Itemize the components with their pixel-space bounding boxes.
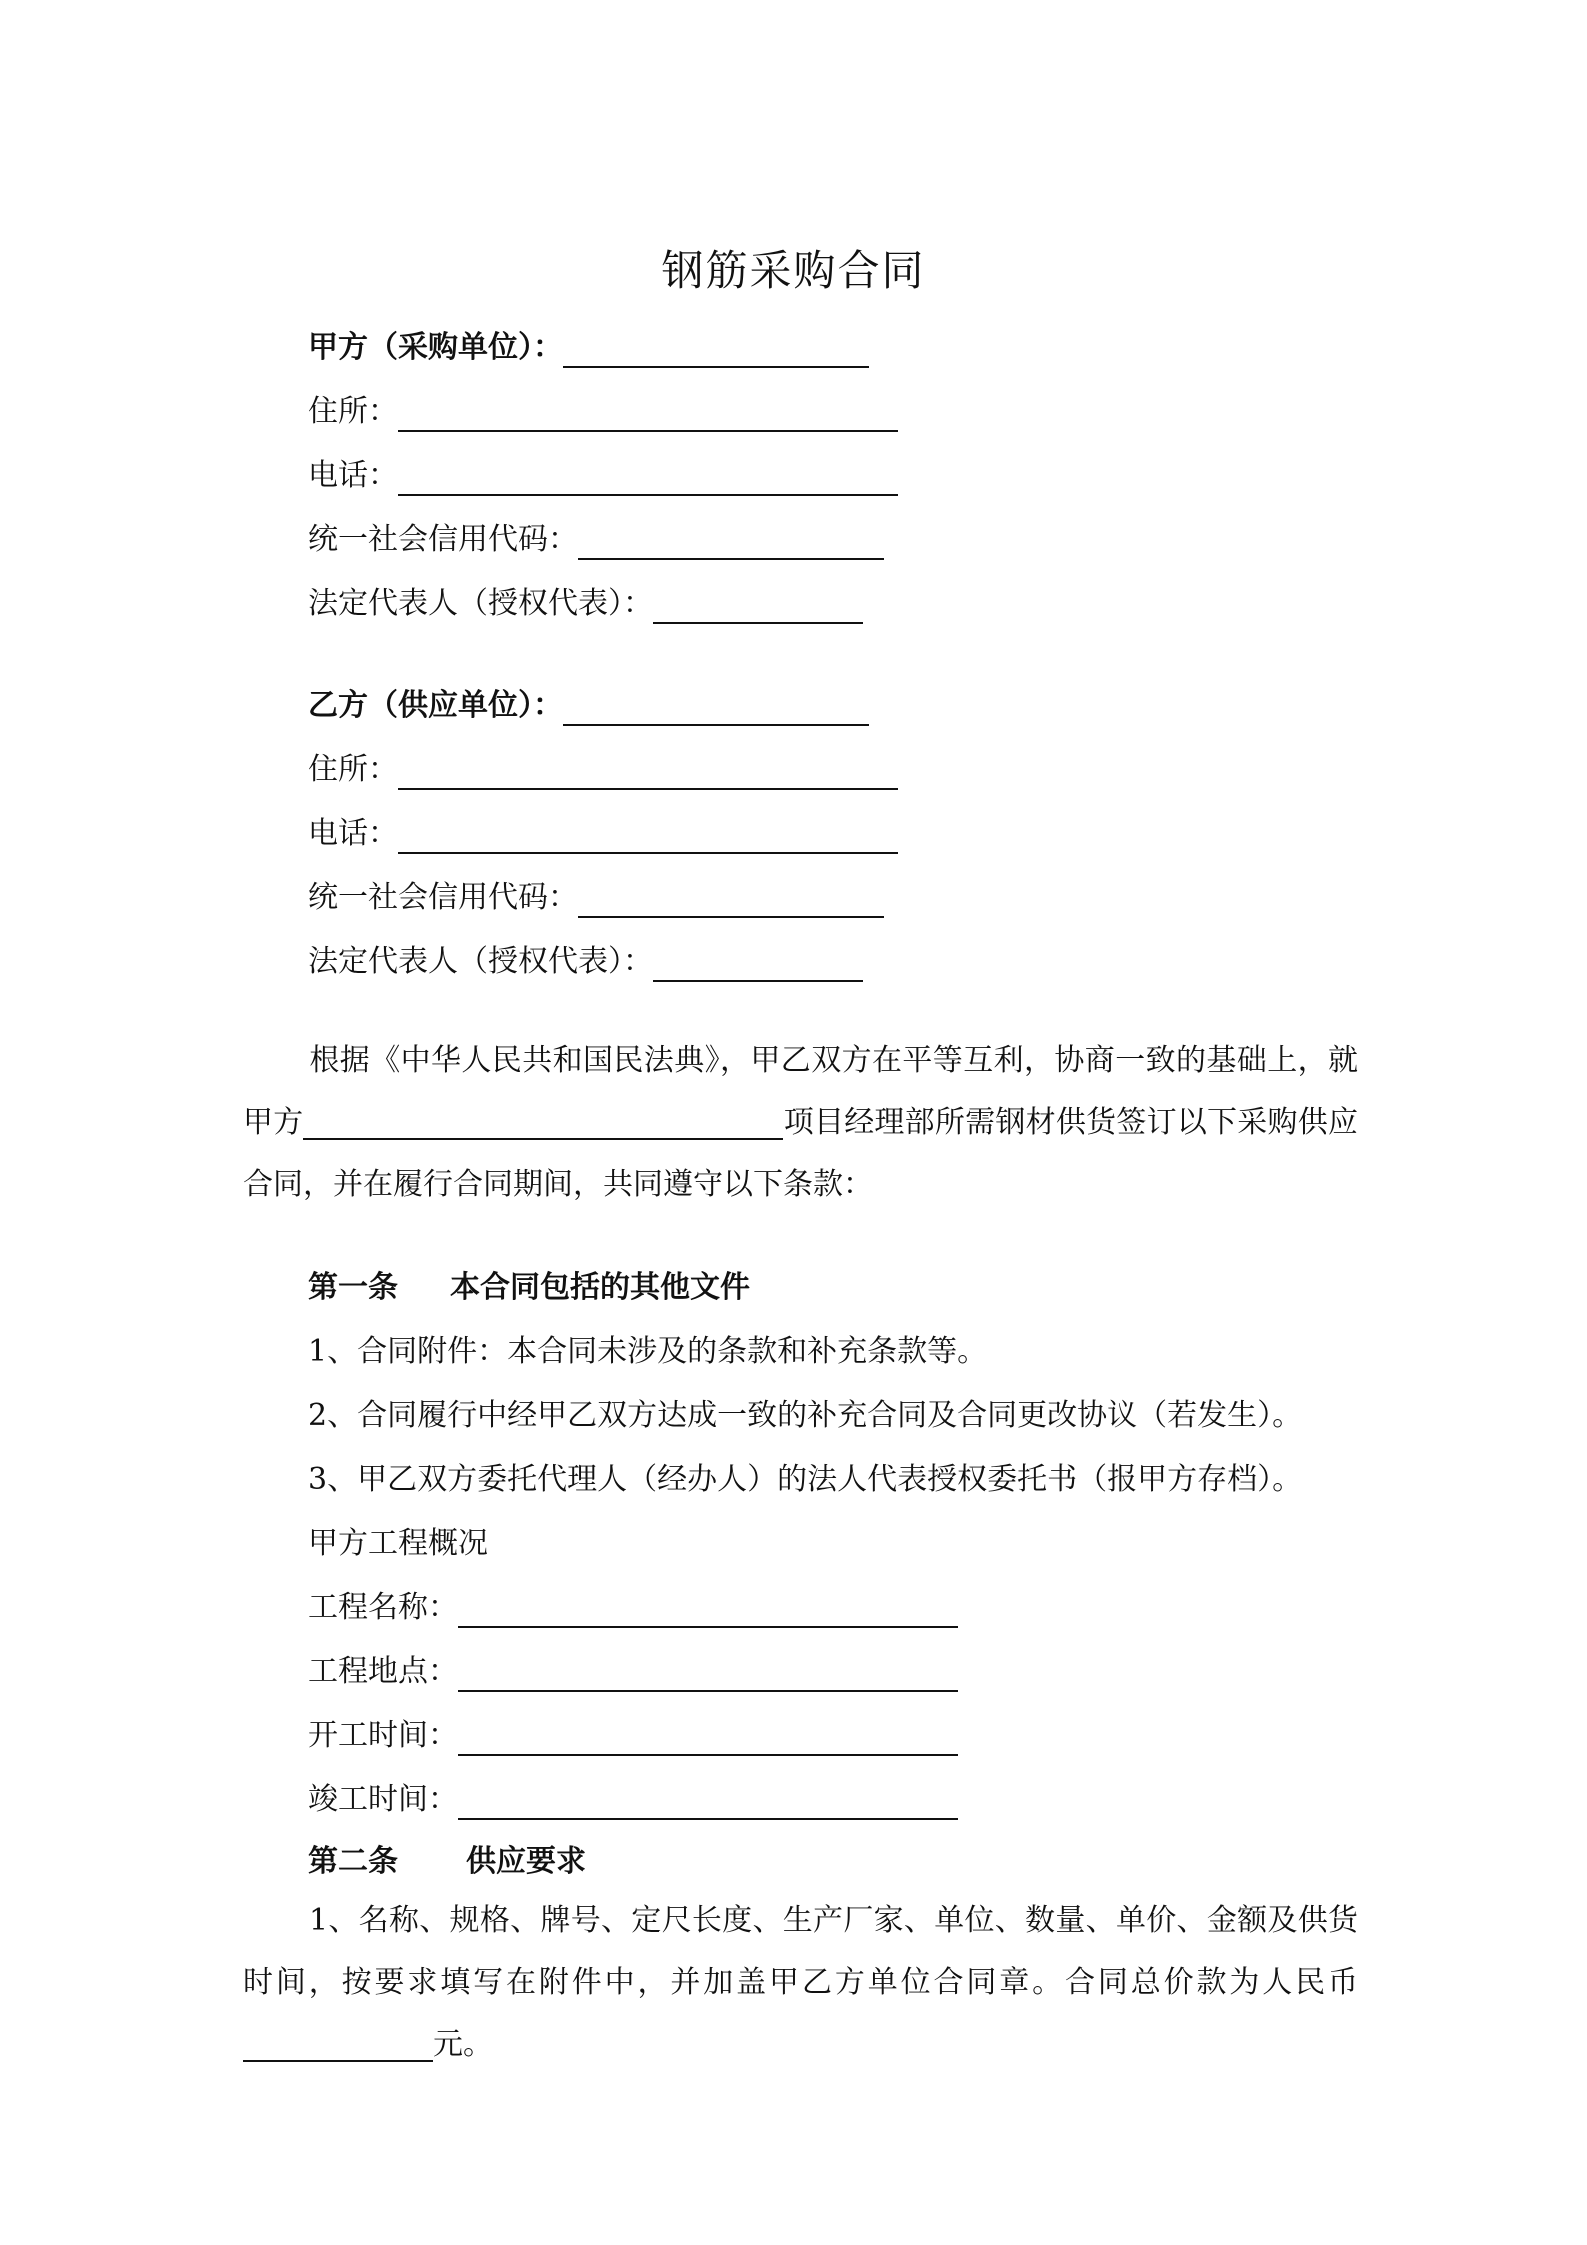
article-1-title: 本合同包括的其他文件 [450, 1270, 750, 1305]
party-a-legal-rep-line [308, 574, 863, 634]
party-b-phone-label: 电话： [308, 816, 398, 851]
page-title: 钢筋采购合同 [661, 246, 926, 295]
party-b-name-line [308, 676, 869, 736]
article-1-item-2: 2、合同履行中经甲乙双方达成一致的补充合同及合同更改协议（若发生）。 [308, 1398, 1303, 1433]
project-name-line [308, 1578, 958, 1638]
party-a-phone-line [308, 446, 898, 506]
party-a-name-line [308, 318, 869, 378]
party-b-legal-rep-line [308, 932, 863, 992]
start-time-label: 开工时间： [308, 1718, 458, 1753]
completion-time-line [308, 1770, 958, 1830]
party-a-credit-code-label: 统一社会信用代码： [308, 522, 578, 557]
party-b-address-blank[interactable] [398, 744, 898, 790]
party-a-name-label: 甲方（采购单位）： [308, 330, 563, 365]
party-b-credit-code-blank[interactable] [578, 872, 884, 918]
project-location-label: 工程地点： [308, 1654, 458, 1689]
completion-time-label: 竣工时间： [308, 1782, 458, 1817]
total-price-blank[interactable] [243, 2020, 433, 2062]
party-b-legal-rep-blank[interactable] [653, 936, 863, 982]
article-2-item-1-suffix: 元。 [433, 2027, 493, 2062]
party-b-address-line [308, 740, 898, 800]
party-b-phone-blank[interactable] [398, 808, 898, 854]
article-2-item-1 [243, 1890, 1358, 2076]
party-b-phone-line [308, 804, 898, 864]
party-b-name-label: 乙方（供应单位）： [308, 688, 563, 723]
article-2-number: 第二条 [308, 1844, 398, 1879]
party-b-credit-code-label: 统一社会信用代码： [308, 880, 578, 915]
party-b-legal-rep-label: 法定代表人（授权代表）： [308, 944, 653, 979]
preamble-text-2: 项目经理部所需钢材供货签订以下采购供应合同，并在履行合同期间，共同遵守以下条款： [243, 1105, 1359, 1202]
party-a-name-blank[interactable] [563, 322, 869, 368]
party-a-credit-code-blank[interactable] [578, 514, 884, 560]
project-overview-label: 甲方工程概况 [308, 1526, 488, 1561]
party-a-address-line [308, 382, 898, 442]
party-a-address-label: 住所： [308, 394, 398, 429]
article-1-number: 第一条 [308, 1270, 398, 1305]
completion-time-field[interactable] [458, 1774, 958, 1820]
party-b-address-label: 住所： [308, 752, 398, 787]
preamble-text-1: 根据《中华人民共和国民法典》，甲乙双方在平等互利，协商一致的基础上，就甲方 [243, 1043, 1358, 1140]
party-a-phone-label: 电话： [308, 458, 398, 493]
article-1-heading [308, 1258, 750, 1318]
project-location-field[interactable] [458, 1646, 958, 1692]
article-1-item-3: 3、甲乙双方委托代理人（经办人）的法人代表授权委托书（报甲方存档）。 [308, 1462, 1303, 1497]
article-1-item-1: 1、合同附件：本合同未涉及的条款和补充条款等。 [308, 1334, 988, 1369]
party-a-credit-code-line [308, 510, 884, 570]
party-a-legal-rep-label: 法定代表人（授权代表）： [308, 586, 653, 621]
party-a-phone-blank[interactable] [398, 450, 898, 496]
party-a-legal-rep-blank[interactable] [653, 578, 863, 624]
party-a-address-blank[interactable] [398, 386, 898, 432]
start-time-field[interactable] [458, 1710, 958, 1756]
article-2-heading [308, 1832, 586, 1892]
project-location-line [308, 1642, 958, 1702]
article-2-title: 供应要求 [466, 1844, 586, 1879]
party-b-name-blank[interactable] [563, 680, 869, 726]
project-name-label: 工程名称： [308, 1590, 458, 1625]
article-2-item-1-text: 1、名称、规格、牌号、定尺长度、生产厂家、单位、数量、单价、金额及供货时间，按要求填写在附件中，并加盖甲乙方单位合同章。合同总价款为人民币 [243, 1903, 1358, 2000]
start-time-line [308, 1706, 958, 1766]
preamble-paragraph [243, 1030, 1358, 1216]
party-b-credit-code-line [308, 868, 884, 928]
project-name-field[interactable] [458, 1582, 958, 1628]
project-name-blank[interactable] [303, 1098, 783, 1140]
